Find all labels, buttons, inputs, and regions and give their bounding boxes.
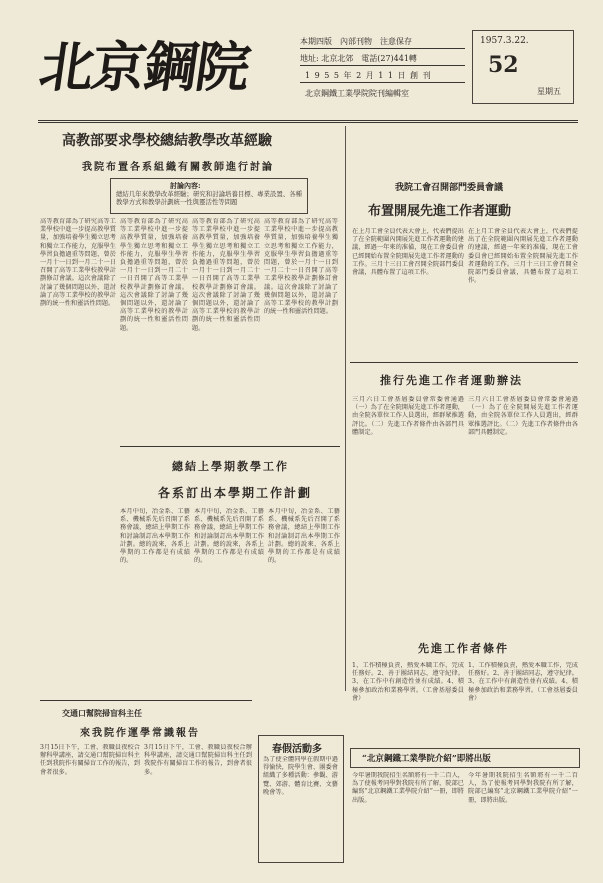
literacy-body-col2: 3月15日下午，工會、教職員夜校合辦科學講座，請交通口幫院掃盲科主任到我院作有關掃盲工作的報告，到會者很多。 xyxy=(144,744,252,776)
issue-number: 52 xyxy=(488,52,519,78)
rule-bottom-left xyxy=(40,700,252,701)
rule-middle xyxy=(120,446,340,447)
semester-title: 總結上學期教學工作 xyxy=(172,460,289,473)
rule-right-1 xyxy=(350,362,578,363)
literacy-title: 來我院作運學常識報告 xyxy=(80,728,200,739)
spring-title: 春假活動多 xyxy=(272,744,322,755)
intro-body-col1: 今年暑期我院招生名額將有一千二百人，為了使報考同學對我院有所了解，院部已編寫“北京鋼鐵工業學院介紹”一冊，即將出版。 xyxy=(352,772,464,804)
lead-subheadline: 我院布置各系組織有關教師進行討論 xyxy=(82,162,274,173)
discussion-label: 討論內容: xyxy=(170,181,201,190)
conditions-title: 先進工作者條件 xyxy=(418,642,509,655)
discussion-text: 總結几年來教學改革經驗；研究和討論培養目標、專業設置、各種教學方式和教學計劃統一性與靈活性等問題 xyxy=(116,190,302,207)
method-title: 推行先進工作者運動辦法 xyxy=(380,374,523,387)
header-rule-1 xyxy=(300,48,465,49)
method-body-col1: 三月六日工會基層委員會常委會通過（一）為了在全院開展先進工作者運動，由全院各單位工作人員選出，經群眾推選評比。（二）先進工作者條件由各部門具體制定。 xyxy=(352,396,464,436)
header-rule-2 xyxy=(300,65,465,66)
conditions-body-col2: 1、工作積極負責，熱愛本職工作，完成任務好。2、善于團結同志，遵守紀律。3、在工作中有創造性並有成績。4、積極參加政治和業務學習。（工會基層委員會） xyxy=(468,662,578,702)
intro-body-col2: 今年暑期我院招生名額將有一千二百人，為了使報考同學對我院有所了解，院部已編寫“北京鋼鐵工業學院介紹”一冊，即將出版。 xyxy=(468,772,578,804)
semester-body-col3: 本月中旬，冶金系、工藝系、機械系先后召開了系務會議，總結上學期工作和討論制訂出本學期工作計劃。總的說來，各系上學期的工作都是有成績的。 xyxy=(268,508,340,565)
lead-headline: 高教部要求學校總結教學改革經驗 xyxy=(62,133,272,149)
semester-subtitle: 各系訂出本學期工作計劃 xyxy=(158,486,313,500)
conditions-body-col1: 1、工作積極負責，熱愛本職工作，完成任務好。2、善于團結同志，遵守紀律。3、在工作中有創造性並有成績。4、積極參加政治和業務學習。（工會基層委員會） xyxy=(352,662,464,702)
union-body-col2: 在上月工會全員代表大會上，代表們提出了在全院範圍內開展先進工作者運動的建議，經過一年來的准備，現在工會委員會已經開始布置全院開展先進工作者運動的工作。三月十三日工會召開全院部門委員會議，具體布置了這項工作。 xyxy=(468,228,578,285)
lead-body-col3: 高等教育部為了研究高等工業學校中進一步提高教學質量，加強培養學生獨立思考和獨立工作能力，克服學生學習負擔過重等問題，曾於一月十一日到一月二十一日召開了高等工業學校教學計劃修訂會議。這次會議除了討論了幾個問題以外，還討論了高等工業學校的教學計劃的統一性和靈活性問題。 xyxy=(192,218,260,332)
semester-body-col2: 本月中旬，冶金系、工藝系、機械系先后召開了系務會議，總結上學期工作和討論制訂出本學期工作計劃。總的說來，各系上學期的工作都是有成績的。 xyxy=(194,508,264,565)
column-divider xyxy=(345,126,346,691)
literacy-kicker: 交通口幫院掃盲科主任 xyxy=(62,708,142,718)
header-founded: 1 9 5 5 年 2 月 1 1 日 創 刊 xyxy=(305,71,432,80)
header-publisher: 北京鋼鐵工業學院院刊編輯室 xyxy=(305,89,409,98)
semester-body-col1: 本月中旬，冶金系、工藝系、機械系先后召開了系務會議，總結上學期工作和討論制訂出本學期工作計劃。總的說來，各系上學期的工作都是有成績的。 xyxy=(120,508,190,565)
union-body-col1: 在上月工會全員代表大會上，代表們提出了在全院範圍內開展先進工作者運動的建議，經過一年來的准備，現在工會委員會已經開始布置全院開展先進工作者運動的工作。三月十三日工會召開全院部門委員會議，具體布置了這項工作。 xyxy=(352,228,464,277)
spring-body: 為了使全體同學在假期中過得愉快，院學生會、團委會組織了多種活動：參觀、游覽、郊游、體育比賽、文藝晚會等。 xyxy=(263,756,338,796)
lead-body-col4: 高等教育部為了研究高等工業學校中進一步提高教學質量，加強培養學生獨立思考和獨立工作能力，克服學生學習負擔過重等問題，曾於一月十一日到一月二十一日召開了高等工業學校教學計劃修訂會議。這次會議除了討論了幾個問題以外，還討論了高等工業學校的教學計劃的統一性和靈活性問題。 xyxy=(264,218,338,316)
union-headline: 布置開展先進工作者運動 xyxy=(368,204,512,219)
method-body-col2: 三月六日工會基層委員會常委會通過（一）為了在全院開展先進工作者運動，由全院各單位工作人員選出，經群眾推選評比。（二）先進工作者條件由各部門具體制定。 xyxy=(468,396,578,436)
masthead-divider xyxy=(38,120,578,123)
header-address: 地址: 北京北郊 電話(27)441轉 xyxy=(300,54,417,63)
issue-weekday: 星期五 xyxy=(537,87,561,96)
intro-title: “北京鋼鐵工業學院介紹”即將出版 xyxy=(362,754,491,764)
issue-date: 1957.3.22. xyxy=(480,36,529,46)
literacy-body-col1: 3月15日下午，工會、教職員夜校合辦科學講座，請交通口幫院掃盲科主任到我院作有關掃盲工作的報告，到會者很多。 xyxy=(40,744,140,776)
lead-body-col1: 高等教育部為了研究高等工業學校中進一步提高教學質量，加強培養學生獨立思考和獨立工作能力，克服學生學習負擔過重等問題，曾於一月十一日到一月二十一日召開了高等工業學校教學計劃修訂會議。這次會議除了討論了幾個問題以外，還討論了高等工業學校的教學計劃的統一性和靈活性問題。 xyxy=(40,218,116,308)
lead-body-col2: 高等教育部為了研究高等工業學校中進一步提高教學質量，加強培養學生獨立思考和獨立工作能力，克服學生學習負擔過重等問題，曾於一月十一日到一月二十一日召開了高等工業學校教學計劃修訂會議。這次會議除了討論了幾個問題以外，還討論了高等工業學校的教學計劃的統一性和靈活性問題。 xyxy=(120,218,188,332)
union-kicker: 我院工會召開部門委員會議 xyxy=(395,183,504,193)
header-rule-3 xyxy=(300,82,465,83)
header-notice: 本期四版 內部刊物 注意保存 xyxy=(300,37,412,46)
masthead-title: 北京鋼院 xyxy=(35,35,253,99)
